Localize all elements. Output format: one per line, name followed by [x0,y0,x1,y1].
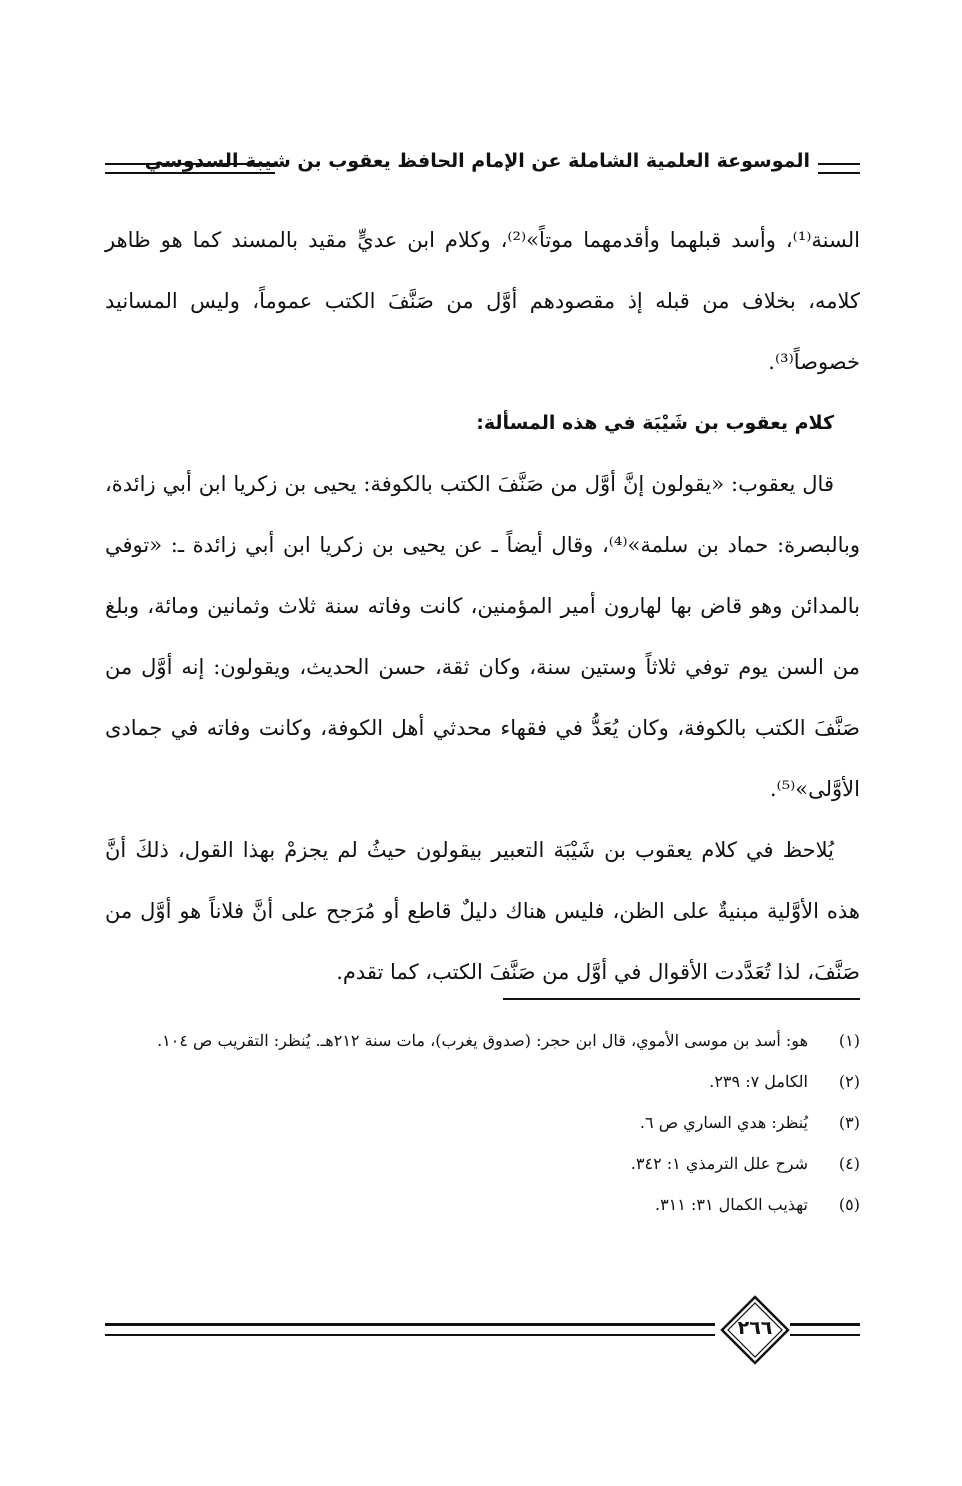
header-rule-right [818,163,860,174]
footer-rule-left [105,1323,715,1336]
footnote-item [105,1102,860,1143]
footnote-text: تهذيب الكمال ٣١: ٣١١. [654,1195,808,1214]
paragraph-3: يُلاحظ في كلام يعقوب بن شَيْبَة التعبير بيقولون حيثُ لم يجزمْ بهذا القول، ذلكَ أنَّ هذه الأوَّلية مبنيةٌ على الظن، فليس هناك دليلٌ قاطع أو مُرَجح على أنَّ فلاناً هو أوَّل من صَنَّفَ، لذا تُعَدَّدت الأقوال في أوَّل من صَنَّفَ الكتب، كما تقدم. [105,838,860,984]
footnote-text: هو: أسد بن موسى الأموي، قال ابن حجر: (صدوق يغرب)، مات سنة ٢١٢هـ. يُنظر: التقريب ص ١٠٤. [157,1031,808,1050]
footnote-item [105,1184,860,1225]
footnote-text: يُنظر: هدي الساري ص ٦. [639,1113,808,1132]
footer-rule-right [790,1323,860,1336]
footnote-number: (٢) [838,1072,860,1091]
page-footer [105,1295,860,1375]
header-title: الموسوعة العلمية الشاملة عن الإمام الحافظ يعقوب بن شيبة السدوسي [144,150,810,172]
paragraph-1: السنة⁽¹⁾، وأسد قبلهما وأقدمهما موتاً»⁽²⁾، وكلام ابن عديٍّ مقيد بالمسند كما هو ظاهر كلامه، بخلاف من قبله إذ مقصودهم أوَّل من صَنَّفَ الكتب عموماً، وليس المسانيد خصوصاً⁽³⁾. [105,228,860,374]
footnote-number: (٣) [838,1113,860,1132]
main-text [105,210,860,1003]
page-number: ٢٦٦ [737,1317,773,1339]
footnote-text: شرح علل الترمذي ١: ٣٤٢. [630,1154,808,1173]
footnote-text: الكامل ٧: ٢٣٩. [709,1072,808,1091]
footnote-item [105,1143,860,1184]
footnote-item [105,1061,860,1102]
footnote-number: (١) [838,1031,860,1050]
footnotes-list [105,1020,860,1225]
footnote-number: (٤) [838,1154,860,1173]
footnote-separator [503,998,860,1000]
paragraph-2: قال يعقوب: «يقولون إنَّ أوَّل من صَنَّفَ الكتب بالكوفة: يحيى بن زكريا ابن أبي زائدة، وبالبصرة: حماد بن سلمة»⁽⁴⁾، وقال أيضاً ـ عن يحيى بن زكريا ابن أبي زائدة ـ: «توفي بالمدائن وهو قاض بها لهارون أمير المؤمنين، كانت وفاته سنة ثلاث وثمانين ومائة، وبلغ من السن يوم توفي ثلاثاً وستين سنة، وكان ثقة، حسن الحديث، ويقولون: إنه أوَّل من صَنَّفَ الكتب بالكوفة، وكان يُعَدُّ في فقهاء محدثي أهل الكوفة، وكانت وفاته في جمادى الأوَّلى»⁽⁵⁾. [105,472,860,801]
running-header [105,148,860,184]
section-subheading: كلام يعقوب بن شَيْبَة في هذه المسألة: [476,412,834,434]
footnote-item [105,1020,860,1061]
page-number-badge [720,1295,790,1365]
footnote-number: (٥) [838,1195,860,1214]
